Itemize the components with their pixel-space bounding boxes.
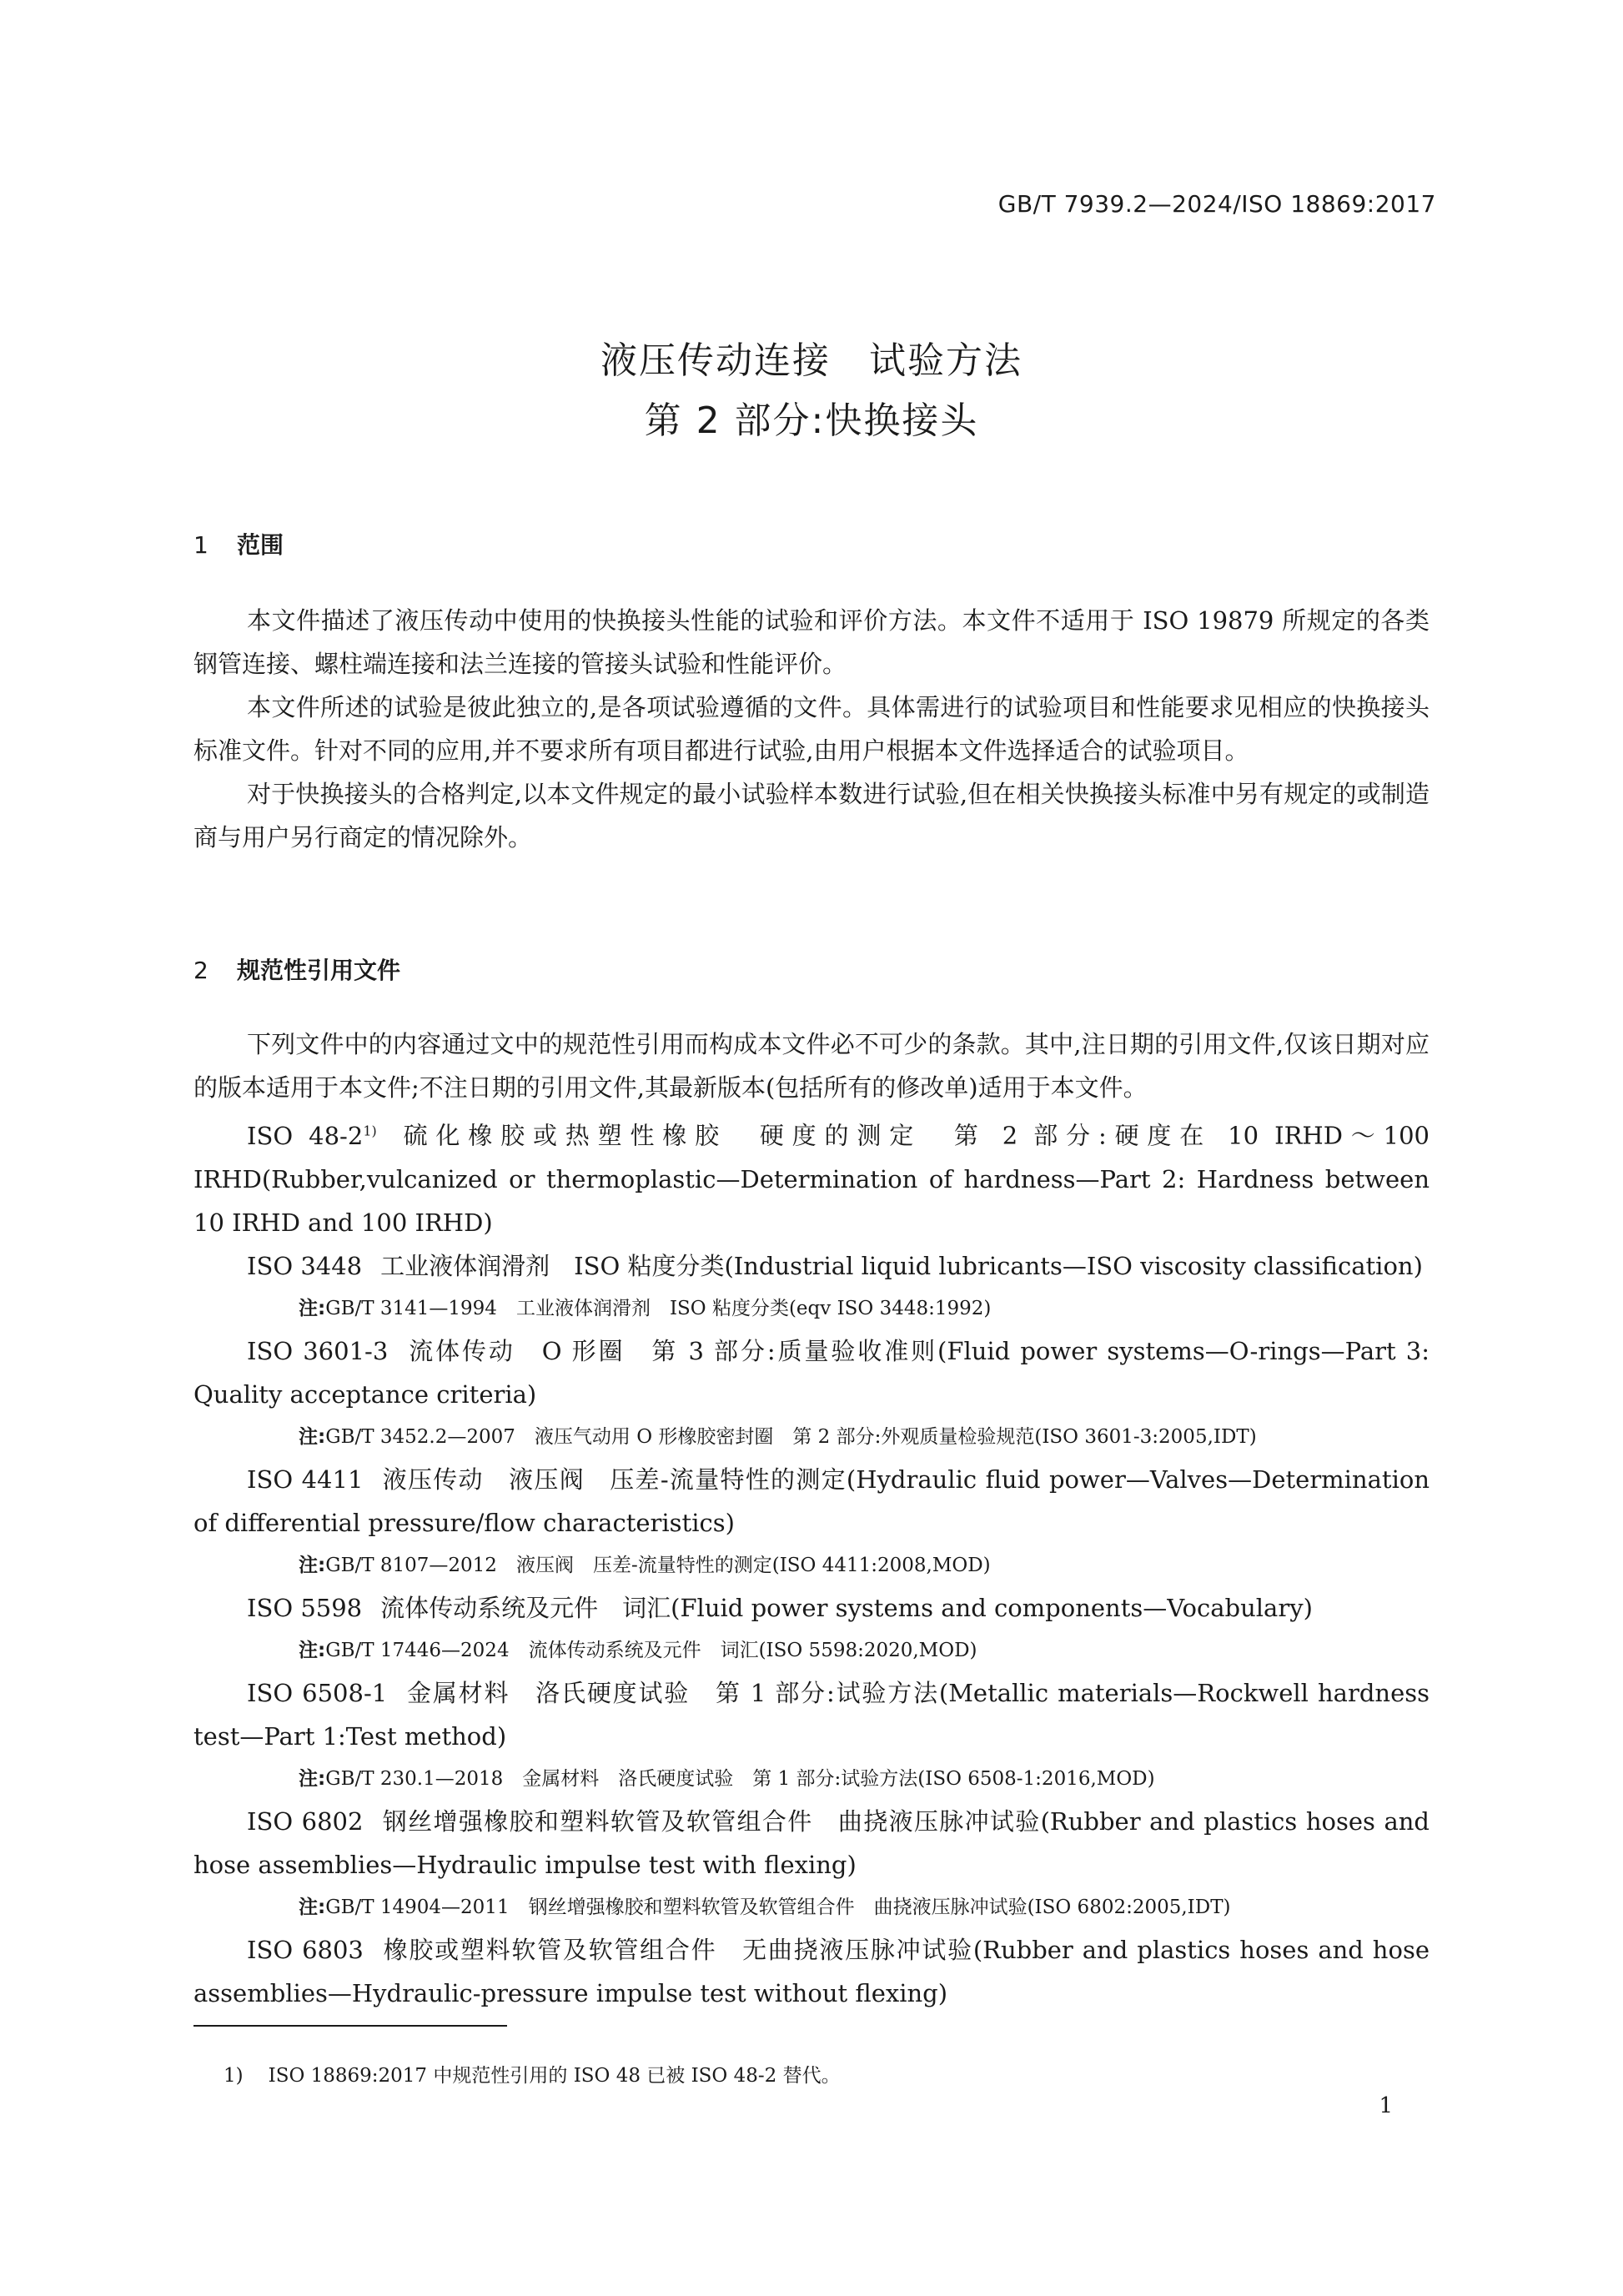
- reference-code: [247, 1122, 377, 1150]
- section-title: 范围: [237, 531, 284, 559]
- reference-note: [193, 1288, 1430, 1329]
- reference-code: [247, 1252, 362, 1280]
- reference-title: 工业液体润滑剂 ISO 粘度分类(Industrial liquid lubricants—ISO viscosity classification): [380, 1251, 1423, 1280]
- note-text: GB/T 3452.2—2007 液压气动用 O 形橡胶密封圈 第 2 部分:外观质量检验规范(ISO 3601-3:2005,IDT): [325, 1425, 1257, 1448]
- reference-item: [193, 1109, 1430, 1244]
- reference-code-text: ISO 4411: [247, 1465, 364, 1494]
- reference-code-text: ISO 6508-1: [247, 1678, 388, 1707]
- note-text: GB/T 17446—2024 流体传动系统及元件 词汇(ISO 5598:2020,MOD): [325, 1639, 977, 1661]
- note-label: 注:: [299, 1297, 326, 1319]
- reference-note: [193, 1416, 1430, 1458]
- note-label: 注:: [299, 1639, 326, 1661]
- reference-code-text: ISO 48-2: [247, 1121, 364, 1150]
- section-number: 2: [193, 957, 209, 984]
- note-label: 注:: [299, 1554, 326, 1576]
- reference-title: 钢丝增强橡胶和塑料软管及软管组合件 曲挠液压脉冲试验(Rubber and plastics hoses and hose assemblies—Hydraulic impulse test with flexing): [193, 1806, 1430, 1879]
- reference-note: [193, 1630, 1430, 1671]
- reference-title: 金属材料 洛氏硬度试验 第 1 部分:试验方法(Metallic materials—Rockwell hardness test—Part 1:Test method): [193, 1678, 1430, 1751]
- reference-note: [193, 1545, 1430, 1586]
- note-label: 注:: [299, 1425, 326, 1448]
- paragraph: 本文件所述的试验是彼此独立的,是各项试验遵循的文件。具体需进行的试验项目和性能要求见相应的快换接头标准文件。针对不同的应用,并不要求所有项目都进行试验,由用户根据本文件选择适合的试验项目。: [193, 693, 1430, 765]
- footnote-divider: [193, 2025, 507, 2027]
- note-text: GB/T 8107—2012 液压阀 压差-流量特性的测定(ISO 4411:2008,MOD): [325, 1554, 991, 1576]
- reference-title: 流体传动系统及元件 词汇(Fluid power systems and components—Vocabulary): [380, 1593, 1313, 1622]
- reference-code: [247, 1807, 363, 1836]
- reference-code: [247, 1594, 362, 1622]
- document-title-line-2: 第 2 部分:快换接头: [644, 399, 979, 442]
- paragraph: 本文件描述了液压传动中使用的快换接头性能的试验和评价方法。本文件不适用于 ISO 19879 所规定的各类钢管连接、螺柱端连接和法兰连接的管接头试验和性能评价。: [193, 606, 1430, 678]
- reference-code: [247, 1679, 387, 1707]
- reference-item: [193, 1671, 1430, 1758]
- normative-reference-list: [193, 1109, 1430, 2015]
- reference-code-text: ISO 6803: [247, 1935, 364, 1964]
- page-number: 1: [1379, 2093, 1393, 2118]
- reference-item: [193, 1586, 1430, 1630]
- reference-item: [193, 1244, 1430, 1288]
- reference-item: [193, 1800, 1430, 1887]
- reference-title: 液压传动 液压阀 压差-流量特性的测定(Hydraulic fluid power—Valves—Determination of differential pressure/flow characteristics): [193, 1465, 1430, 1537]
- paragraph: 对于快换接头的合格判定,以本文件规定的最小试验样本数进行试验,但在相关快换接头标准中另有规定的或制造商与用户另行商定的情况除外。: [193, 780, 1430, 852]
- paragraph: 下列文件中的内容通过文中的规范性引用而构成本文件必不可少的条款。其中,注日期的引用文件,仅该日期对应的版本适用于本文件;不注日期的引用文件,其最新版本(包括所有的修改单)适用于本文件。: [193, 1030, 1430, 1102]
- footnote: [224, 2060, 841, 2088]
- footnote-ref: 1): [363, 1123, 377, 1138]
- reference-item: [193, 1928, 1430, 2015]
- reference-note: [193, 1758, 1430, 1800]
- section-1-body: [193, 599, 1430, 859]
- section-2-body: [193, 1022, 1430, 2015]
- reference-code-text: ISO 3448: [247, 1251, 363, 1280]
- reference-code: [247, 1337, 388, 1365]
- reference-item: [193, 1329, 1430, 1416]
- reference-title: 橡胶或塑料软管及软管组合件 无曲挠液压脉冲试验(Rubber and plastics hoses and hose assemblies—Hydraulic-pressure impulse test without flexing): [193, 1935, 1430, 2007]
- note-text: GB/T 3141—1994 工业液体润滑剂 ISO 粘度分类(eqv ISO 3448:1992): [325, 1297, 992, 1319]
- reference-title: 流体传动 O 形圈 第 3 部分:质量验收准则(Fluid power systems—O-rings—Part 3: Quality acceptance criteria): [193, 1336, 1430, 1409]
- section-2-heading: [193, 952, 400, 986]
- section-title: 规范性引用文件: [237, 957, 401, 984]
- reference-note: [193, 1887, 1430, 1928]
- footnote-text: ISO 18869:2017 中规范性引用的 ISO 48 已被 ISO 48-2 替代。: [268, 2065, 841, 2087]
- note-label: 注:: [299, 1896, 326, 1918]
- section-1-heading: [193, 527, 284, 560]
- reference-code-text: ISO 6802: [247, 1806, 364, 1836]
- section-number: 1: [193, 531, 209, 559]
- footnote-mark: 1): [224, 2065, 244, 2087]
- document-title-line-1: 液压传动连接 试验方法: [600, 339, 1023, 382]
- note-text: GB/T 14904—2011 钢丝增强橡胶和塑料软管及软管组合件 曲挠液压脉冲试验(ISO 6802:2005,IDT): [325, 1896, 1231, 1918]
- note-text: GB/T 230.1—2018 金属材料 洛氏硬度试验 第 1 部分:试验方法(ISO 6508-1:2016,MOD): [325, 1767, 1155, 1790]
- standard-number: GB/T 7939.2—2024/ISO 18869:2017: [997, 190, 1436, 218]
- reference-title: 硫化橡胶或热塑性橡胶 硬度的测定 第 2 部分:硬度在 10 IRHD～100 IRHD(Rubber,vulcanized or thermoplastic—Determination of hardness—Part 2: Hardness between 10 IRHD and 100 IRHD): [193, 1121, 1430, 1237]
- reference-item: [193, 1458, 1430, 1545]
- reference-code: [247, 1936, 364, 1964]
- reference-code-text: ISO 5598: [247, 1593, 363, 1622]
- note-label: 注:: [299, 1767, 326, 1790]
- reference-code: [247, 1465, 363, 1494]
- reference-code-text: ISO 3601-3: [247, 1336, 389, 1365]
